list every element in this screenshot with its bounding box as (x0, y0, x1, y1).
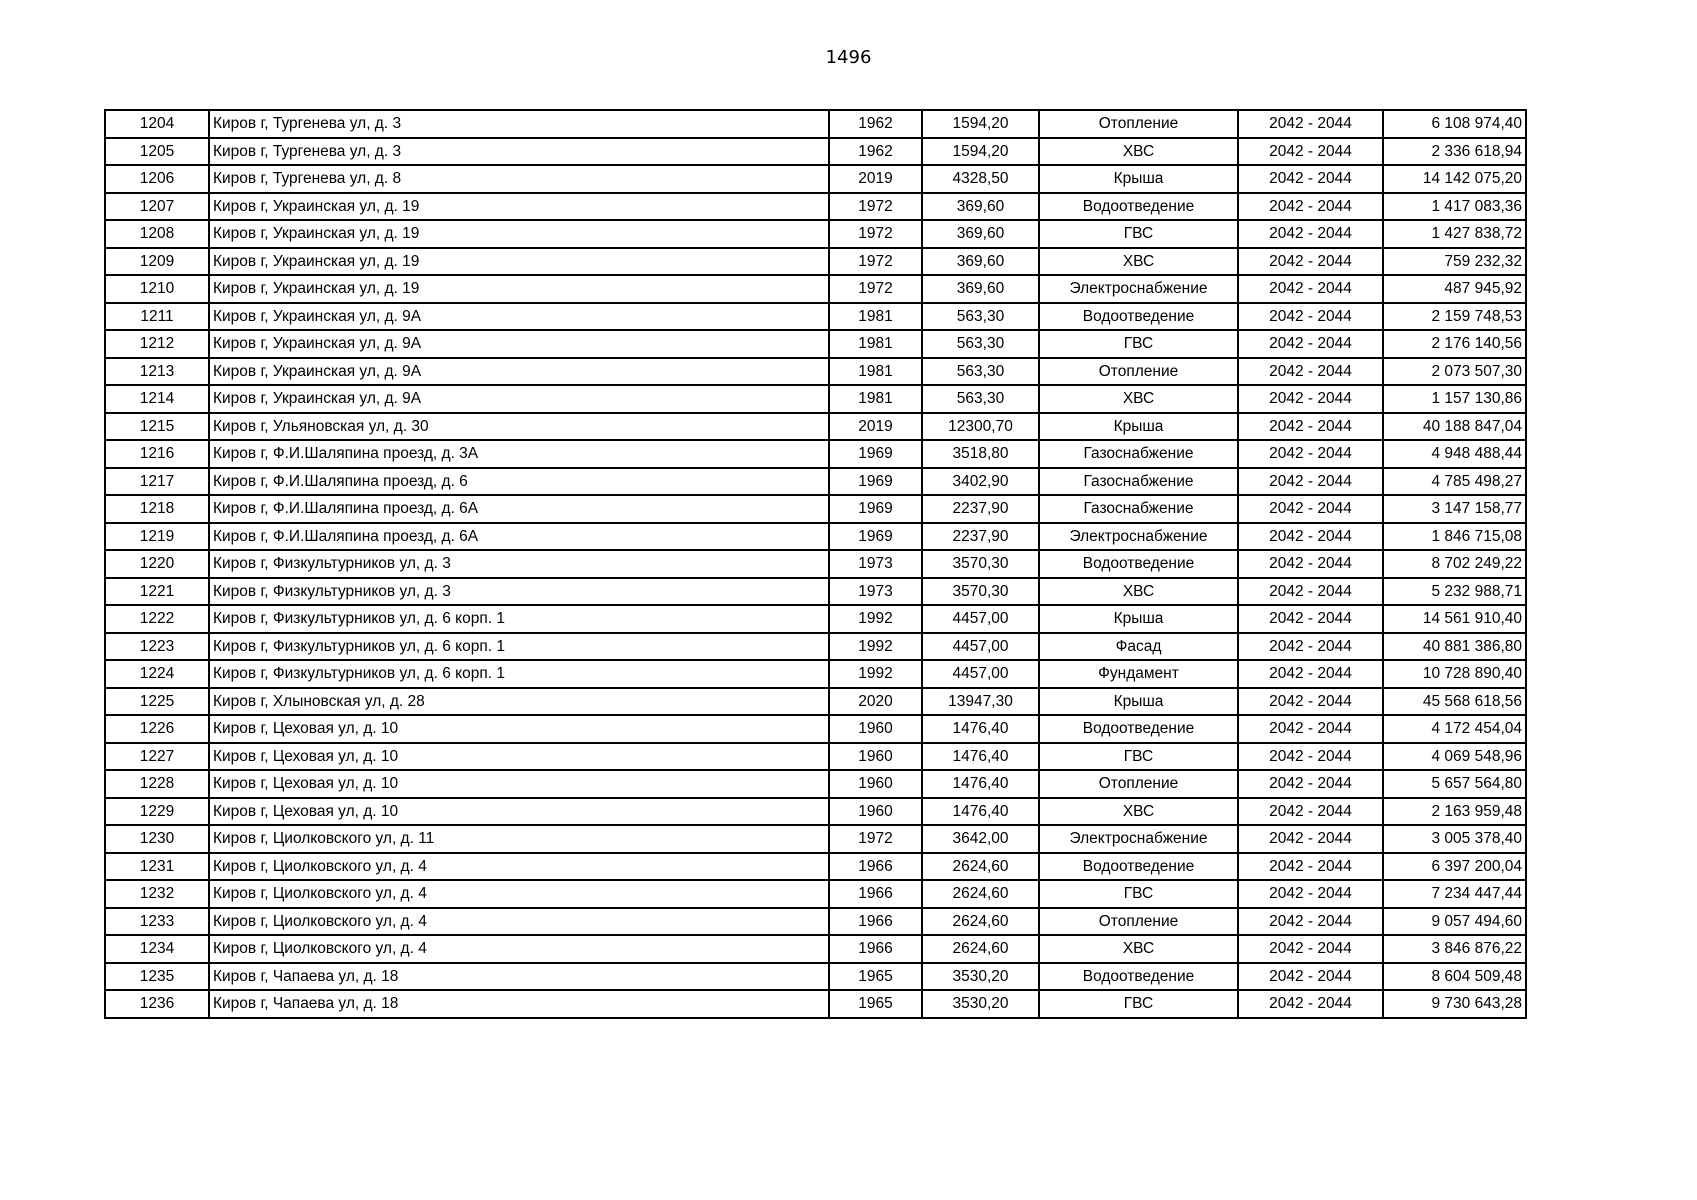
work-type-cell: Водоотведение (1039, 193, 1238, 221)
work-type-cell: ХВС (1039, 935, 1238, 963)
period-cell: 2042 - 2044 (1238, 468, 1383, 496)
work-type-cell: Отопление (1039, 770, 1238, 798)
address-cell: Киров г, Ф.И.Шаляпина проезд, д. 6А (209, 495, 829, 523)
cost-cell: 1 846 715,08 (1383, 523, 1526, 551)
area-cell: 3530,20 (922, 990, 1039, 1018)
row-number-cell: 1205 (105, 138, 209, 166)
address-cell: Киров г, Чапаева ул, д. 18 (209, 990, 829, 1018)
cost-cell: 14 561 910,40 (1383, 605, 1526, 633)
row-number-cell: 1235 (105, 963, 209, 991)
address-cell: Киров г, Ульяновская ул, д. 30 (209, 413, 829, 441)
address-cell: Киров г, Украинская ул, д. 9А (209, 330, 829, 358)
work-type-cell: ГВС (1039, 330, 1238, 358)
row-number-cell: 1206 (105, 165, 209, 193)
work-type-cell: ГВС (1039, 880, 1238, 908)
address-cell: Киров г, Чапаева ул, д. 18 (209, 963, 829, 991)
area-cell: 2624,60 (922, 880, 1039, 908)
area-cell: 369,60 (922, 193, 1039, 221)
area-cell: 563,30 (922, 330, 1039, 358)
area-cell: 1476,40 (922, 770, 1039, 798)
build-year-cell: 1969 (829, 440, 922, 468)
area-cell: 3642,00 (922, 825, 1039, 853)
table-row (105, 605, 1526, 633)
table-row (105, 660, 1526, 688)
area-cell: 369,60 (922, 220, 1039, 248)
table-row (105, 275, 1526, 303)
period-cell: 2042 - 2044 (1238, 660, 1383, 688)
work-type-cell: Отопление (1039, 110, 1238, 138)
table-row (105, 935, 1526, 963)
area-cell: 2237,90 (922, 523, 1039, 551)
work-type-cell: Фасад (1039, 633, 1238, 661)
period-cell: 2042 - 2044 (1238, 330, 1383, 358)
address-cell: Киров г, Цеховая ул, д. 10 (209, 798, 829, 826)
address-cell: Киров г, Физкультурников ул, д. 6 корп. 1 (209, 633, 829, 661)
cost-cell: 8 604 509,48 (1383, 963, 1526, 991)
cost-cell: 4 785 498,27 (1383, 468, 1526, 496)
table-row (105, 908, 1526, 936)
table-body (105, 110, 1526, 1018)
build-year-cell: 1981 (829, 330, 922, 358)
cost-cell: 3 147 158,77 (1383, 495, 1526, 523)
build-year-cell: 1962 (829, 110, 922, 138)
address-cell: Киров г, Циолковского ул, д. 11 (209, 825, 829, 853)
cost-cell: 6 108 974,40 (1383, 110, 1526, 138)
build-year-cell: 1969 (829, 495, 922, 523)
build-year-cell: 1960 (829, 798, 922, 826)
build-year-cell: 1969 (829, 468, 922, 496)
row-number-cell: 1219 (105, 523, 209, 551)
build-year-cell: 1972 (829, 193, 922, 221)
work-type-cell: ХВС (1039, 798, 1238, 826)
address-cell: Киров г, Тургенева ул, д. 3 (209, 138, 829, 166)
table-row (105, 798, 1526, 826)
table-row (105, 825, 1526, 853)
work-type-cell: Крыша (1039, 165, 1238, 193)
row-number-cell: 1223 (105, 633, 209, 661)
cost-cell: 3 846 876,22 (1383, 935, 1526, 963)
address-cell: Киров г, Физкультурников ул, д. 6 корп. 1 (209, 605, 829, 633)
period-cell: 2042 - 2044 (1238, 578, 1383, 606)
address-cell: Киров г, Цеховая ул, д. 10 (209, 743, 829, 771)
area-cell: 2237,90 (922, 495, 1039, 523)
address-cell: Киров г, Украинская ул, д. 19 (209, 275, 829, 303)
area-cell: 1594,20 (922, 138, 1039, 166)
period-cell: 2042 - 2044 (1238, 990, 1383, 1018)
row-number-cell: 1215 (105, 413, 209, 441)
build-year-cell: 1992 (829, 633, 922, 661)
address-cell: Киров г, Украинская ул, д. 19 (209, 220, 829, 248)
build-year-cell: 2019 (829, 413, 922, 441)
table-row (105, 385, 1526, 413)
table-row (105, 330, 1526, 358)
row-number-cell: 1216 (105, 440, 209, 468)
period-cell: 2042 - 2044 (1238, 275, 1383, 303)
period-cell: 2042 - 2044 (1238, 880, 1383, 908)
cost-cell: 40 188 847,04 (1383, 413, 1526, 441)
capital-repair-table (104, 109, 1527, 1019)
area-cell: 4457,00 (922, 633, 1039, 661)
page-number: 1496 (825, 47, 872, 68)
cost-cell: 8 702 249,22 (1383, 550, 1526, 578)
address-cell: Киров г, Ф.И.Шаляпина проезд, д. 6А (209, 523, 829, 551)
period-cell: 2042 - 2044 (1238, 440, 1383, 468)
table-row (105, 413, 1526, 441)
cost-cell: 5 232 988,71 (1383, 578, 1526, 606)
period-cell: 2042 - 2044 (1238, 688, 1383, 716)
build-year-cell: 1992 (829, 605, 922, 633)
table-row (105, 578, 1526, 606)
row-number-cell: 1225 (105, 688, 209, 716)
table-row (105, 138, 1526, 166)
address-cell: Киров г, Циолковского ул, д. 4 (209, 908, 829, 936)
cost-cell: 10 728 890,40 (1383, 660, 1526, 688)
row-number-cell: 1232 (105, 880, 209, 908)
period-cell: 2042 - 2044 (1238, 385, 1383, 413)
cost-cell: 1 417 083,36 (1383, 193, 1526, 221)
period-cell: 2042 - 2044 (1238, 798, 1383, 826)
row-number-cell: 1231 (105, 853, 209, 881)
table-row (105, 963, 1526, 991)
area-cell: 2624,60 (922, 853, 1039, 881)
area-cell: 4457,00 (922, 660, 1039, 688)
work-type-cell: Водоотведение (1039, 963, 1238, 991)
table-row (105, 110, 1526, 138)
area-cell: 3530,20 (922, 963, 1039, 991)
area-cell: 1476,40 (922, 715, 1039, 743)
cost-cell: 9 730 643,28 (1383, 990, 1526, 1018)
work-type-cell: Водоотведение (1039, 853, 1238, 881)
area-cell: 1594,20 (922, 110, 1039, 138)
cost-cell: 9 057 494,60 (1383, 908, 1526, 936)
build-year-cell: 1973 (829, 550, 922, 578)
address-cell: Киров г, Циолковского ул, д. 4 (209, 853, 829, 881)
cost-cell: 1 427 838,72 (1383, 220, 1526, 248)
work-type-cell: Водоотведение (1039, 303, 1238, 331)
period-cell: 2042 - 2044 (1238, 495, 1383, 523)
row-number-cell: 1212 (105, 330, 209, 358)
build-year-cell: 1972 (829, 248, 922, 276)
area-cell: 563,30 (922, 303, 1039, 331)
row-number-cell: 1213 (105, 358, 209, 386)
address-cell: Киров г, Украинская ул, д. 9А (209, 358, 829, 386)
table-row (105, 220, 1526, 248)
area-cell: 12300,70 (922, 413, 1039, 441)
area-cell: 563,30 (922, 358, 1039, 386)
period-cell: 2042 - 2044 (1238, 935, 1383, 963)
area-cell: 2624,60 (922, 908, 1039, 936)
table-row (105, 248, 1526, 276)
cost-cell: 40 881 386,80 (1383, 633, 1526, 661)
address-cell: Киров г, Физкультурников ул, д. 3 (209, 550, 829, 578)
build-year-cell: 1972 (829, 825, 922, 853)
address-cell: Киров г, Украинская ул, д. 19 (209, 193, 829, 221)
table-row (105, 688, 1526, 716)
period-cell: 2042 - 2044 (1238, 220, 1383, 248)
address-cell: Киров г, Украинская ул, д. 9А (209, 385, 829, 413)
work-type-cell: Газоснабжение (1039, 468, 1238, 496)
table-row (105, 358, 1526, 386)
work-type-cell: ГВС (1039, 743, 1238, 771)
row-number-cell: 1208 (105, 220, 209, 248)
table-row (105, 303, 1526, 331)
build-year-cell: 1972 (829, 275, 922, 303)
area-cell: 1476,40 (922, 743, 1039, 771)
work-type-cell: Электроснабжение (1039, 275, 1238, 303)
table-row (105, 193, 1526, 221)
row-number-cell: 1209 (105, 248, 209, 276)
period-cell: 2042 - 2044 (1238, 908, 1383, 936)
work-type-cell: ХВС (1039, 138, 1238, 166)
period-cell: 2042 - 2044 (1238, 110, 1383, 138)
work-type-cell: Крыша (1039, 413, 1238, 441)
cost-cell: 3 005 378,40 (1383, 825, 1526, 853)
work-type-cell: Водоотведение (1039, 550, 1238, 578)
table-row (105, 853, 1526, 881)
work-type-cell: Электроснабжение (1039, 523, 1238, 551)
period-cell: 2042 - 2044 (1238, 605, 1383, 633)
row-number-cell: 1210 (105, 275, 209, 303)
build-year-cell: 1969 (829, 523, 922, 551)
address-cell: Киров г, Цеховая ул, д. 10 (209, 715, 829, 743)
table-row (105, 880, 1526, 908)
area-cell: 2624,60 (922, 935, 1039, 963)
area-cell: 3570,30 (922, 578, 1039, 606)
table-row (105, 523, 1526, 551)
area-cell: 4457,00 (922, 605, 1039, 633)
build-year-cell: 1966 (829, 853, 922, 881)
area-cell: 3402,90 (922, 468, 1039, 496)
area-cell: 369,60 (922, 275, 1039, 303)
row-number-cell: 1211 (105, 303, 209, 331)
address-cell: Киров г, Физкультурников ул, д. 3 (209, 578, 829, 606)
row-number-cell: 1230 (105, 825, 209, 853)
table-row (105, 743, 1526, 771)
build-year-cell: 2019 (829, 165, 922, 193)
build-year-cell: 1972 (829, 220, 922, 248)
cost-cell: 6 397 200,04 (1383, 853, 1526, 881)
address-cell: Киров г, Циолковского ул, д. 4 (209, 935, 829, 963)
period-cell: 2042 - 2044 (1238, 963, 1383, 991)
period-cell: 2042 - 2044 (1238, 165, 1383, 193)
cost-cell: 2 176 140,56 (1383, 330, 1526, 358)
work-type-cell: ХВС (1039, 578, 1238, 606)
cost-cell: 759 232,32 (1383, 248, 1526, 276)
area-cell: 563,30 (922, 385, 1039, 413)
cost-cell: 2 073 507,30 (1383, 358, 1526, 386)
work-type-cell: Электроснабжение (1039, 825, 1238, 853)
cost-cell: 4 069 548,96 (1383, 743, 1526, 771)
cost-cell: 1 157 130,86 (1383, 385, 1526, 413)
build-year-cell: 1966 (829, 935, 922, 963)
area-cell: 13947,30 (922, 688, 1039, 716)
cost-cell: 4 948 488,44 (1383, 440, 1526, 468)
period-cell: 2042 - 2044 (1238, 825, 1383, 853)
row-number-cell: 1227 (105, 743, 209, 771)
row-number-cell: 1214 (105, 385, 209, 413)
table-row (105, 165, 1526, 193)
table-row (105, 468, 1526, 496)
build-year-cell: 1962 (829, 138, 922, 166)
address-cell: Киров г, Украинская ул, д. 19 (209, 248, 829, 276)
build-year-cell: 1965 (829, 963, 922, 991)
period-cell: 2042 - 2044 (1238, 770, 1383, 798)
period-cell: 2042 - 2044 (1238, 715, 1383, 743)
cost-cell: 487 945,92 (1383, 275, 1526, 303)
row-number-cell: 1229 (105, 798, 209, 826)
period-cell: 2042 - 2044 (1238, 193, 1383, 221)
build-year-cell: 1981 (829, 358, 922, 386)
build-year-cell: 1966 (829, 880, 922, 908)
address-cell: Киров г, Физкультурников ул, д. 6 корп. 1 (209, 660, 829, 688)
table-row (105, 633, 1526, 661)
work-type-cell: Крыша (1039, 688, 1238, 716)
area-cell: 4328,50 (922, 165, 1039, 193)
address-cell: Киров г, Циолковского ул, д. 4 (209, 880, 829, 908)
table-row (105, 715, 1526, 743)
row-number-cell: 1234 (105, 935, 209, 963)
table-row (105, 495, 1526, 523)
work-type-cell: ГВС (1039, 990, 1238, 1018)
period-cell: 2042 - 2044 (1238, 853, 1383, 881)
period-cell: 2042 - 2044 (1238, 248, 1383, 276)
period-cell: 2042 - 2044 (1238, 550, 1383, 578)
work-type-cell: Отопление (1039, 908, 1238, 936)
address-cell: Киров г, Цеховая ул, д. 10 (209, 770, 829, 798)
work-type-cell: ГВС (1039, 220, 1238, 248)
cost-cell: 45 568 618,56 (1383, 688, 1526, 716)
build-year-cell: 1966 (829, 908, 922, 936)
period-cell: 2042 - 2044 (1238, 523, 1383, 551)
build-year-cell: 1960 (829, 743, 922, 771)
work-type-cell: ХВС (1039, 385, 1238, 413)
address-cell: Киров г, Ф.И.Шаляпина проезд, д. 3А (209, 440, 829, 468)
row-number-cell: 1233 (105, 908, 209, 936)
build-year-cell: 1992 (829, 660, 922, 688)
row-number-cell: 1204 (105, 110, 209, 138)
period-cell: 2042 - 2044 (1238, 303, 1383, 331)
build-year-cell: 1960 (829, 770, 922, 798)
table-row (105, 550, 1526, 578)
work-type-cell: Отопление (1039, 358, 1238, 386)
build-year-cell: 1981 (829, 385, 922, 413)
cost-cell: 4 172 454,04 (1383, 715, 1526, 743)
work-type-cell: Водоотведение (1039, 715, 1238, 743)
period-cell: 2042 - 2044 (1238, 743, 1383, 771)
period-cell: 2042 - 2044 (1238, 413, 1383, 441)
row-number-cell: 1228 (105, 770, 209, 798)
period-cell: 2042 - 2044 (1238, 358, 1383, 386)
work-type-cell: ХВС (1039, 248, 1238, 276)
row-number-cell: 1207 (105, 193, 209, 221)
build-year-cell: 2020 (829, 688, 922, 716)
row-number-cell: 1236 (105, 990, 209, 1018)
row-number-cell: 1217 (105, 468, 209, 496)
build-year-cell: 1981 (829, 303, 922, 331)
address-cell: Киров г, Тургенева ул, д. 3 (209, 110, 829, 138)
period-cell: 2042 - 2044 (1238, 138, 1383, 166)
row-number-cell: 1221 (105, 578, 209, 606)
address-cell: Киров г, Тургенева ул, д. 8 (209, 165, 829, 193)
cost-cell: 5 657 564,80 (1383, 770, 1526, 798)
address-cell: Киров г, Ф.И.Шаляпина проезд, д. 6 (209, 468, 829, 496)
address-cell: Киров г, Хлыновская ул, д. 28 (209, 688, 829, 716)
cost-cell: 14 142 075,20 (1383, 165, 1526, 193)
row-number-cell: 1222 (105, 605, 209, 633)
table-row (105, 770, 1526, 798)
build-year-cell: 1965 (829, 990, 922, 1018)
row-number-cell: 1224 (105, 660, 209, 688)
build-year-cell: 1960 (829, 715, 922, 743)
work-type-cell: Газоснабжение (1039, 440, 1238, 468)
row-number-cell: 1226 (105, 715, 209, 743)
address-cell: Киров г, Украинская ул, д. 9А (209, 303, 829, 331)
work-type-cell: Газоснабжение (1039, 495, 1238, 523)
build-year-cell: 1973 (829, 578, 922, 606)
work-type-cell: Крыша (1039, 605, 1238, 633)
area-cell: 369,60 (922, 248, 1039, 276)
area-cell: 3518,80 (922, 440, 1039, 468)
cost-cell: 7 234 447,44 (1383, 880, 1526, 908)
cost-cell: 2 159 748,53 (1383, 303, 1526, 331)
table-row (105, 990, 1526, 1018)
area-cell: 1476,40 (922, 798, 1039, 826)
cost-cell: 2 336 618,94 (1383, 138, 1526, 166)
row-number-cell: 1218 (105, 495, 209, 523)
period-cell: 2042 - 2044 (1238, 633, 1383, 661)
table-row (105, 440, 1526, 468)
cost-cell: 2 163 959,48 (1383, 798, 1526, 826)
area-cell: 3570,30 (922, 550, 1039, 578)
work-type-cell: Фундамент (1039, 660, 1238, 688)
row-number-cell: 1220 (105, 550, 209, 578)
